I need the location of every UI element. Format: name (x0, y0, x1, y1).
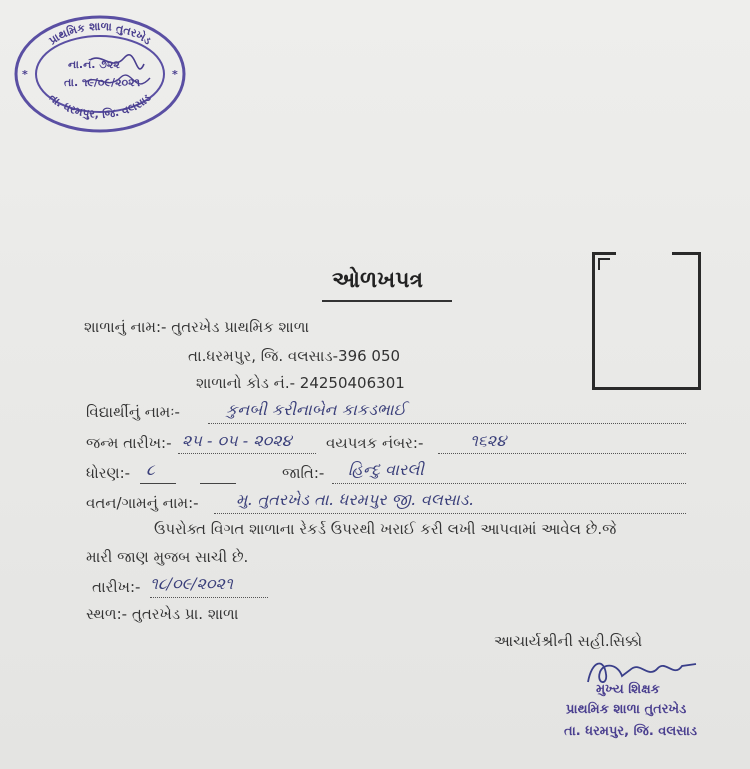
standard-line-2 (200, 482, 236, 484)
student-name-value: કુનબી કરીનાબેન કાકડભાઈ (226, 400, 406, 419)
date-label: તારીખ:- (92, 578, 141, 596)
village-label: વતન/ગામનું નામ:- (86, 494, 199, 512)
village-line (214, 512, 686, 514)
register-value: ૧૬૨૪ (470, 431, 507, 450)
stamp-date: તા. ૧૯/૦૯/૨૦૨૧ (64, 76, 140, 89)
stamp-star-icon: * (22, 68, 28, 81)
caste-label: જાતિ:- (282, 464, 325, 482)
date-value: ૧૮/૦૯/૨૦૨૧ (150, 574, 233, 593)
title-underline (322, 300, 452, 302)
register-label: વયપત્રક નંબર:- (326, 434, 424, 452)
dob-label: જન્મ તારીખ:- (86, 434, 172, 452)
stamp-top-text: પ્રાથમિક શાળા તુતરખેડ (46, 19, 154, 48)
stamp-star-icon: * (172, 68, 178, 81)
signature-stamp-address: તા. ધરમપુર, જિ. વલસાડ (564, 724, 698, 739)
signature-stamp-title: મુખ્ય શિક્ષક (596, 682, 660, 697)
svg-text:તા. ધરમપુર, જિ. વલસાડ (46, 91, 153, 121)
caste-value: હિન્દુ વારલી (348, 460, 424, 479)
photo-box-top-left (592, 252, 616, 255)
school-name-value: તુતરખેડ પ્રાથમિક શાળા (171, 318, 310, 336)
statement-line-2: મારી જાણ મુજબ સાચી છે. (86, 548, 249, 566)
photo-box-top-right (672, 252, 698, 255)
school-stamp (12, 12, 188, 134)
signature-stamp-school: પ્રાથમિક શાળા તુતરખેડ (566, 702, 687, 717)
dob-line (178, 452, 316, 454)
date-line (150, 596, 268, 598)
standard-label: ધોરણ:- (86, 464, 131, 482)
place-value: તુતરખેડ પ્રા. શાળા (131, 605, 239, 623)
standard-value: ૮ (146, 460, 155, 479)
student-name-line (208, 422, 686, 424)
village-value: મુ. તુતરખેડ તા. ધરમપુર જી. વલસાડ. (236, 490, 474, 509)
dob-value: ૨૫ - ૦૫ - ૨૦૨૪ (182, 431, 292, 450)
stamp-bottom-text: તા. ધરમપુર, જિ. વલસાડ (46, 91, 154, 121)
student-name-label: વિદ્યાર્થીનું નામઃ- (86, 403, 180, 421)
stamp-number: ના.નં. ૭૨૨ (68, 58, 120, 71)
register-line (438, 452, 686, 454)
place-label: સ્થળ:- (86, 605, 128, 623)
photo-box-corner (598, 258, 610, 270)
school-code-label: શાળાનો કોડ નં.- (196, 374, 296, 392)
school-name-row (84, 318, 309, 336)
page-title: ઓળખપત્ર (332, 268, 424, 293)
signature-label: આચાર્યશ્રીની સહી.સિક્કો (494, 632, 643, 650)
statement-line-1: ઉપરોક્ત વિગત શાળાના રેકર્ડ ઉપરથી ખરાઈ કરી લખી આપવામાં આવેલ છે.જે (154, 520, 617, 538)
standard-line (140, 482, 176, 484)
place-row (86, 605, 238, 623)
school-code-value: 24250406301 (299, 374, 405, 392)
school-name-label: શાળાનું નામ:- (84, 318, 167, 336)
school-address: તા.ધરમપુર, જિ. વલસાડ-396 050 (188, 347, 401, 365)
school-code-row (196, 374, 405, 392)
caste-line (332, 482, 686, 484)
photo-box (592, 252, 701, 390)
